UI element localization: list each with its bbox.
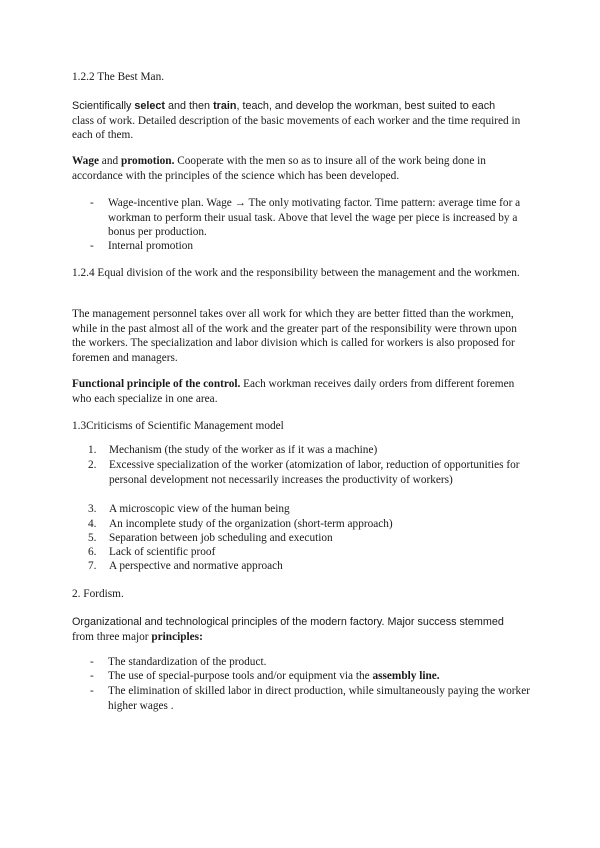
- bold-assembly-line: assembly line.: [372, 670, 440, 682]
- list-item-text: The standardization of the product.: [108, 656, 267, 668]
- list-item: [90, 239, 540, 254]
- bold-principles: principles:: [151, 630, 203, 643]
- list-item-text: A microscopic view of the human being: [109, 503, 290, 515]
- text: Organizational and technological principles of the modern factory. Major success stemmed: [72, 616, 504, 628]
- heading-criticisms: 1.3Criticisms of Scientific Management model: [72, 420, 284, 432]
- bold-wage: Wage: [72, 155, 99, 167]
- text: The use of special-purpose tools and/or equipment via the: [108, 670, 373, 682]
- list-item: [90, 196, 540, 240]
- paragraph-wage-promotion: [72, 154, 532, 183]
- number-marker: 7.: [88, 560, 97, 572]
- heading-fordism: 2. Fordism.: [72, 588, 124, 600]
- list-item-text: Internal promotion: [108, 240, 194, 252]
- list-item: [88, 517, 540, 532]
- list-item-text: A perspective and normative approach: [109, 560, 283, 572]
- paragraph-management-personnel: The management personnel takes over all work for which they are better fitted than the workmen, while in the past almost all of the work and the greater part of the responsibility were thrown upon the workers. The specialization and labor division which is called for workers is also proposed for foremen and managers.: [72, 308, 517, 364]
- list-item-text: Wage-incentive plan. Wage → The only motivating factor. Time pattern: average time for a workman to perform their usual task. Above that level the wage per piece is increased by a bonus per production.: [108, 197, 521, 239]
- number-marker: 5.: [88, 532, 97, 544]
- list-item-text: The elimination of skilled labor in direct production, while simultaneously paying the worker higher wages .: [108, 685, 530, 712]
- dash-marker: -: [90, 656, 94, 668]
- text: Scientifically: [72, 100, 135, 112]
- text: Cooperate with the men so as to insure all of the work being done in accordance with the principles of the science which has been developed.: [72, 155, 486, 182]
- number-marker: 4.: [88, 518, 97, 530]
- list-item: [90, 669, 540, 684]
- text: and then: [165, 100, 214, 112]
- list-item: [88, 443, 540, 458]
- text: and: [98, 155, 121, 167]
- list-item: [88, 559, 540, 574]
- paragraph-fordism-intro: [72, 615, 532, 644]
- number-marker: 3.: [88, 503, 97, 515]
- list-item: [88, 545, 540, 560]
- paragraph-select-train: [72, 99, 532, 143]
- text: , teach, and develop the workman, best suited to each: [236, 100, 496, 112]
- list-item-text: An incomplete study of the organization (short-term approach): [109, 518, 393, 530]
- text: class of work. Detailed description of the basic movements of each worker and the time required in each of them.: [72, 114, 521, 142]
- paragraph-functional-principle: [72, 377, 532, 406]
- dash-marker: -: [90, 197, 94, 209]
- bold-promotion: promotion.: [120, 155, 175, 167]
- list-item-text: Excessive specialization of the worker (atomization of labor, reduction of opportunities for personal development not necessarily increases the productivity of workers): [109, 459, 520, 486]
- dash-marker: -: [90, 670, 94, 682]
- list-item: [90, 684, 540, 713]
- list-item: [88, 502, 540, 517]
- number-marker: 2.: [88, 459, 97, 471]
- list-item-text: Lack of scientific proof: [109, 546, 216, 558]
- number-marker: 6.: [88, 546, 97, 558]
- text: from three major: [72, 630, 152, 643]
- list-item: [88, 458, 540, 487]
- bold-select: select: [134, 100, 166, 112]
- list-item: [88, 531, 540, 546]
- list-item: [90, 655, 540, 670]
- dash-marker: -: [90, 240, 94, 252]
- list-item-text: Mechanism (the study of the worker as if it was a machine): [109, 444, 378, 456]
- bold-train: train: [213, 100, 237, 112]
- heading-best-man: 1.2.2 The Best Man.: [72, 71, 165, 83]
- heading-equal-division: 1.2.4 Equal division of the work and the responsibility between the management and the workmen.: [72, 267, 520, 279]
- bold-functional-principle: Functional principle of the control.: [72, 378, 241, 390]
- list-item-text: Separation between job scheduling and execution: [109, 532, 333, 544]
- number-marker: 1.: [88, 444, 97, 456]
- list-item-text: [108, 669, 540, 684]
- text: Each workman receives daily orders from different foremen who each specialize in one area.: [72, 378, 515, 405]
- dash-marker: -: [90, 685, 94, 697]
